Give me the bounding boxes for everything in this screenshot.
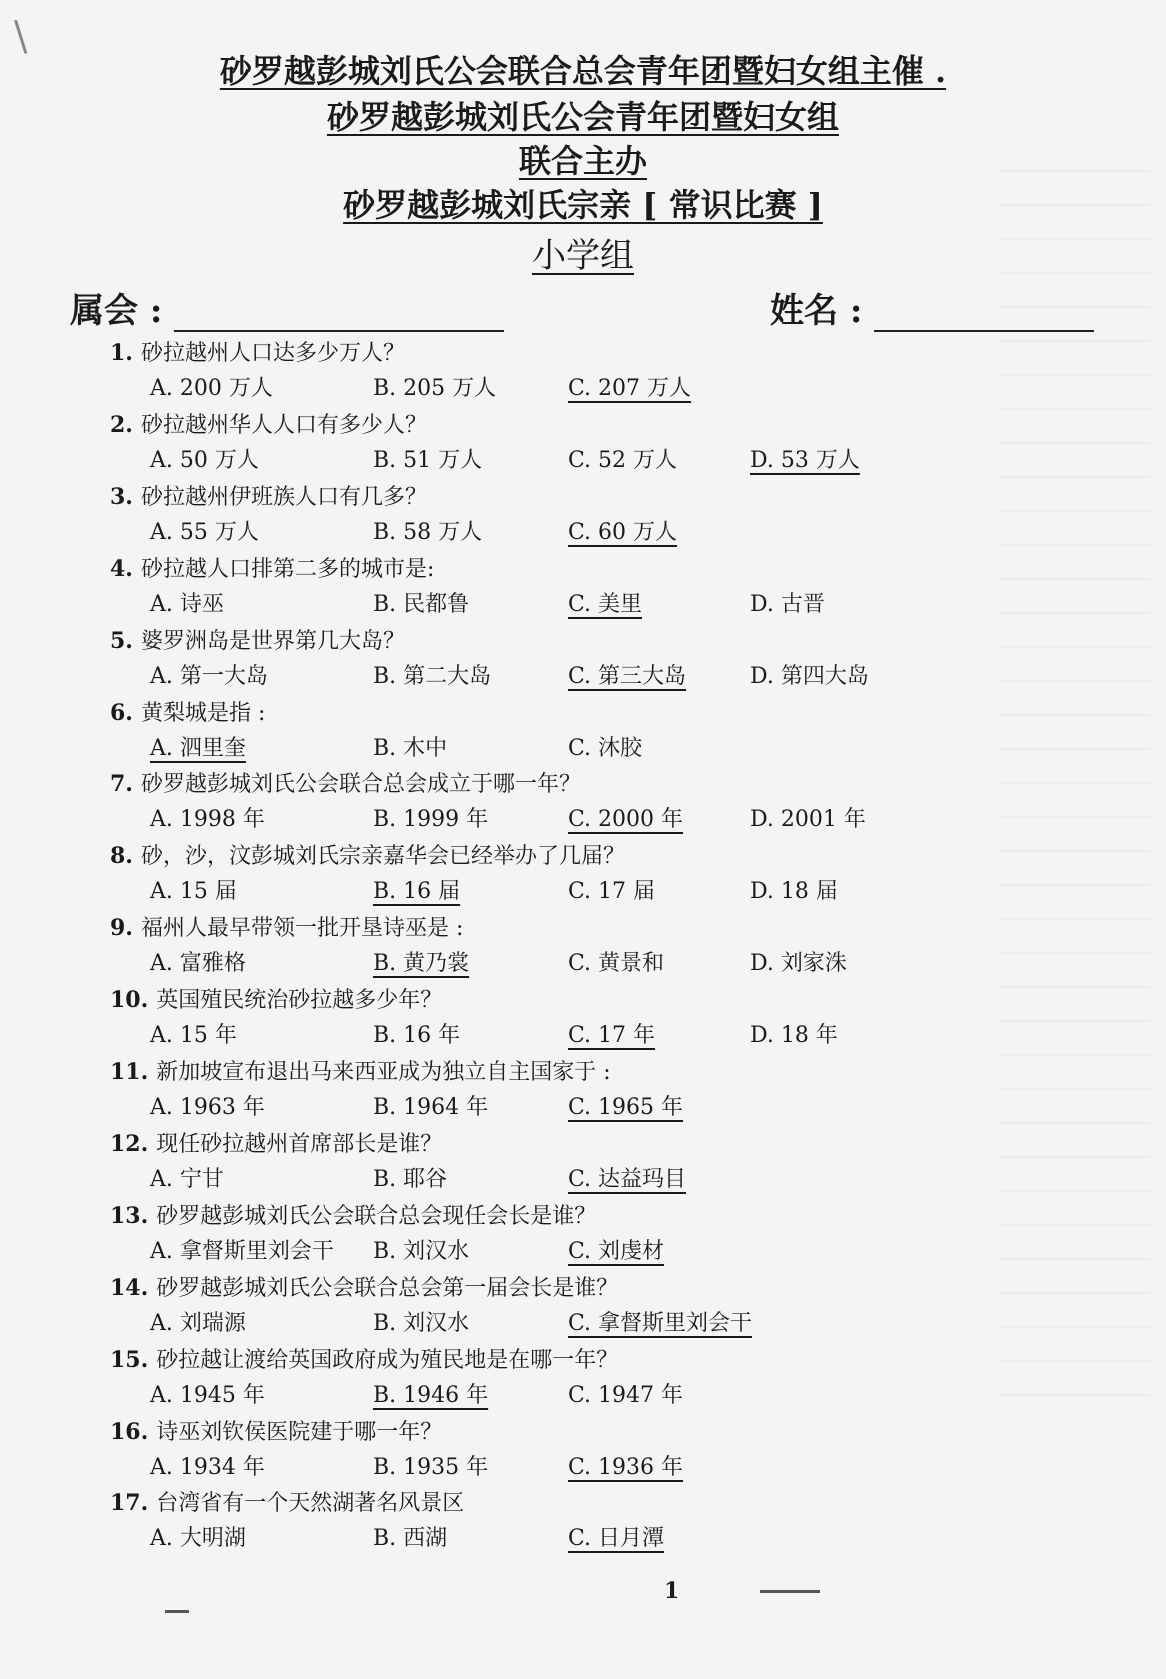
answer-option[interactable]: A. 第一大岛: [150, 663, 268, 689]
answer-option[interactable]: C. 拿督斯里刘会干: [568, 1310, 753, 1336]
answer-option[interactable]: C. 52 万人: [568, 447, 678, 473]
answer-option[interactable]: A. 200 万人: [150, 376, 273, 401]
question-item: [110, 1486, 464, 1517]
answer-option[interactable]: B. 耶谷: [373, 1166, 448, 1192]
question-item: [110, 1415, 442, 1446]
question-number: 8.: [110, 843, 133, 870]
answer-option[interactable]: B. 1999 年: [373, 807, 489, 833]
question-item: [110, 408, 427, 439]
question-text: 砂拉越人口排第二多的城市是:: [140, 556, 435, 582]
page-number: 1: [664, 1578, 680, 1604]
answer-option[interactable]: A. 大明湖: [150, 1526, 246, 1552]
answer-option[interactable]: B. 刘汉水: [373, 1238, 470, 1264]
answer-option[interactable]: B. 黄乃裳: [373, 951, 470, 977]
header-organizer: 砂罗越彭城刘氏公会联合总会青年团暨妇女组主催 .: [219, 52, 947, 90]
answer-option[interactable]: C. 60 万人: [568, 519, 678, 545]
answer-option[interactable]: A. 1998 年: [150, 807, 265, 833]
answer-option[interactable]: A. 50 万人: [150, 447, 259, 473]
question-number: 3.: [110, 483, 133, 510]
answer-option[interactable]: A. 泗里奎: [150, 735, 246, 761]
answer-option[interactable]: B. 16 届: [373, 879, 461, 905]
question-text: 砂罗越彭城刘氏公会联合总会第一届会长是谁？: [156, 1275, 619, 1301]
question-text: 砂罗越彭城刘氏公会联合总会成立于哪一年？: [140, 772, 581, 798]
answer-option[interactable]: B. 16 年: [373, 1023, 461, 1049]
answer-option[interactable]: C. 达益玛目: [568, 1166, 687, 1192]
question-text: 现任砂拉越州首席部长是谁？: [156, 1131, 443, 1157]
header-co-organizer: 砂罗越彭城刘氏公会青年团暨妇女组: [326, 98, 839, 136]
question-number: 17.: [110, 1490, 149, 1517]
question-text: 砂罗越彭城刘氏公会联合总会现任会长是谁？: [156, 1203, 597, 1229]
question-item: [110, 696, 265, 727]
question-number: 16.: [110, 1418, 149, 1445]
question-item: [110, 983, 442, 1014]
answer-option[interactable]: B. 205 万人: [373, 376, 497, 401]
question-text: 砂拉越让渡给英国政府成为殖民地是在哪一年？: [156, 1347, 619, 1373]
answer-option[interactable]: B. 民都鲁: [373, 591, 470, 617]
question-item: [110, 1055, 611, 1086]
answer-option[interactable]: D. 2001 年: [750, 807, 866, 833]
question-text: 砂，沙，汶彭城刘氏宗亲嘉华会已经举办了几届？: [140, 844, 625, 870]
session-field: [70, 283, 504, 332]
question-text: 英国殖民统治砂拉越多少年？: [156, 988, 443, 1014]
question-text: 婆罗洲岛是世界第几大岛？: [140, 628, 405, 654]
name-blank[interactable]: [874, 296, 1094, 332]
question-item: [110, 1271, 618, 1302]
scan-pen-mark: \: [14, 14, 28, 60]
answer-option[interactable]: A. 1934 年: [150, 1454, 265, 1480]
question-item: [110, 1343, 618, 1374]
scan-smudge: [165, 1610, 189, 1613]
answer-option[interactable]: D. 18 届: [750, 879, 838, 905]
answer-option[interactable]: A. 15 年: [150, 1023, 237, 1049]
answer-option[interactable]: A. 拿督斯里刘会干: [150, 1238, 334, 1264]
answer-option[interactable]: D. 刘家洙: [750, 951, 847, 977]
answer-option[interactable]: A. 1945 年: [150, 1382, 265, 1408]
question-item: [110, 767, 581, 798]
answer-option[interactable]: C. 美里: [568, 591, 643, 617]
question-item: [110, 911, 463, 942]
question-number: 12.: [110, 1130, 149, 1157]
answer-option[interactable]: A. 刘瑞源: [150, 1310, 246, 1336]
answer-option[interactable]: D. 第四大岛: [750, 663, 869, 689]
answer-option[interactable]: C. 207 万人: [568, 376, 692, 401]
question-text: 砂拉越州伊班族人口有几多？: [140, 484, 427, 510]
question-number: 10.: [110, 987, 149, 1014]
question-text: 黄梨城是指 :: [140, 700, 266, 726]
question-text: 福州人最早带领一批开垦诗巫是 :: [140, 916, 464, 942]
session-blank[interactable]: [174, 296, 504, 332]
question-number: 9.: [110, 915, 133, 942]
question-text: 台湾省有一个天然湖著名风景区: [156, 1491, 465, 1517]
name-field: [770, 283, 1094, 332]
question-item: [110, 1199, 596, 1230]
question-number: 7.: [110, 771, 133, 798]
question-item: [110, 1127, 442, 1158]
question-number: 11.: [110, 1059, 149, 1085]
answer-option[interactable]: A. 富雅格: [150, 951, 246, 977]
answer-option[interactable]: C. 1965 年: [568, 1095, 684, 1120]
question-text: 新加坡宣布退出马来西亚成为独立自主国家于 :: [156, 1060, 611, 1085]
question-number: 5.: [110, 627, 133, 654]
answer-option[interactable]: A. 1963 年: [150, 1095, 265, 1120]
name-label: 姓名 :: [770, 291, 863, 331]
answer-option[interactable]: B. 1946 年: [373, 1382, 489, 1408]
answer-option[interactable]: C. 2000 年: [568, 807, 684, 833]
answer-option[interactable]: B. 51 万人: [373, 447, 483, 473]
answer-option[interactable]: B. 58 万人: [373, 519, 483, 545]
question-number: 13.: [110, 1202, 149, 1229]
question-item: [110, 839, 625, 870]
question-number: 14.: [110, 1274, 149, 1301]
answer-option[interactable]: D. 18 年: [750, 1023, 838, 1049]
answer-option[interactable]: B. 1964 年: [373, 1095, 489, 1120]
question-number: 2.: [110, 411, 133, 438]
category-subtitle: 小学组: [532, 236, 634, 276]
answer-option[interactable]: B. 木中: [373, 735, 448, 761]
question-item: [110, 336, 405, 367]
question-number: 15.: [110, 1346, 149, 1373]
header-contest-title: 砂罗越彭城刘氏宗亲 [ 常识比赛 ]: [343, 186, 823, 224]
answer-option[interactable]: C. 17 年: [568, 1023, 656, 1049]
answer-option[interactable]: B. 第二大岛: [373, 663, 492, 689]
question-item: [110, 624, 405, 655]
session-label: 属会 :: [70, 291, 163, 331]
answer-option[interactable]: C. 17 届: [568, 879, 656, 905]
answer-option[interactable]: B. 西湖: [373, 1526, 448, 1552]
question-number: 6.: [110, 699, 133, 726]
question-text: 砂拉越州人口达多少万人？: [140, 341, 405, 366]
answer-option[interactable]: C. 刘虔材: [568, 1238, 665, 1264]
bleed-through-text: [1000, 170, 1150, 1420]
answer-option[interactable]: C. 1947 年: [568, 1382, 684, 1408]
question-item: [110, 552, 434, 583]
question-item: [110, 480, 427, 511]
scan-smudge: [760, 1590, 820, 1593]
answer-option[interactable]: C. 第三大岛: [568, 663, 687, 689]
question-text: 砂拉越州华人人口有多少人？: [140, 412, 427, 438]
answer-option[interactable]: D. 53 万人: [750, 447, 860, 473]
answer-option[interactable]: C. 日月潭: [568, 1526, 665, 1552]
answer-option[interactable]: C. 黄景和: [568, 951, 665, 977]
answer-option[interactable]: A. 55 万人: [150, 519, 259, 545]
header-joint-host: 联合主办: [518, 142, 647, 180]
answer-option[interactable]: A. 诗巫: [150, 591, 224, 617]
question-text: 诗巫刘钦侯医院建于哪一年？: [156, 1419, 443, 1445]
answer-option[interactable]: B. 刘汉水: [373, 1310, 470, 1336]
question-number: 4.: [110, 555, 133, 582]
answer-option[interactable]: B. 1935 年: [373, 1454, 489, 1480]
answer-option[interactable]: C. 1936 年: [568, 1454, 684, 1480]
question-number: 1.: [110, 340, 133, 366]
answer-option[interactable]: A. 宁甘: [150, 1166, 224, 1192]
answer-option[interactable]: C. 沐胶: [568, 735, 643, 761]
answer-option[interactable]: D. 古晋: [750, 591, 825, 617]
answer-option[interactable]: A. 15 届: [150, 879, 237, 905]
